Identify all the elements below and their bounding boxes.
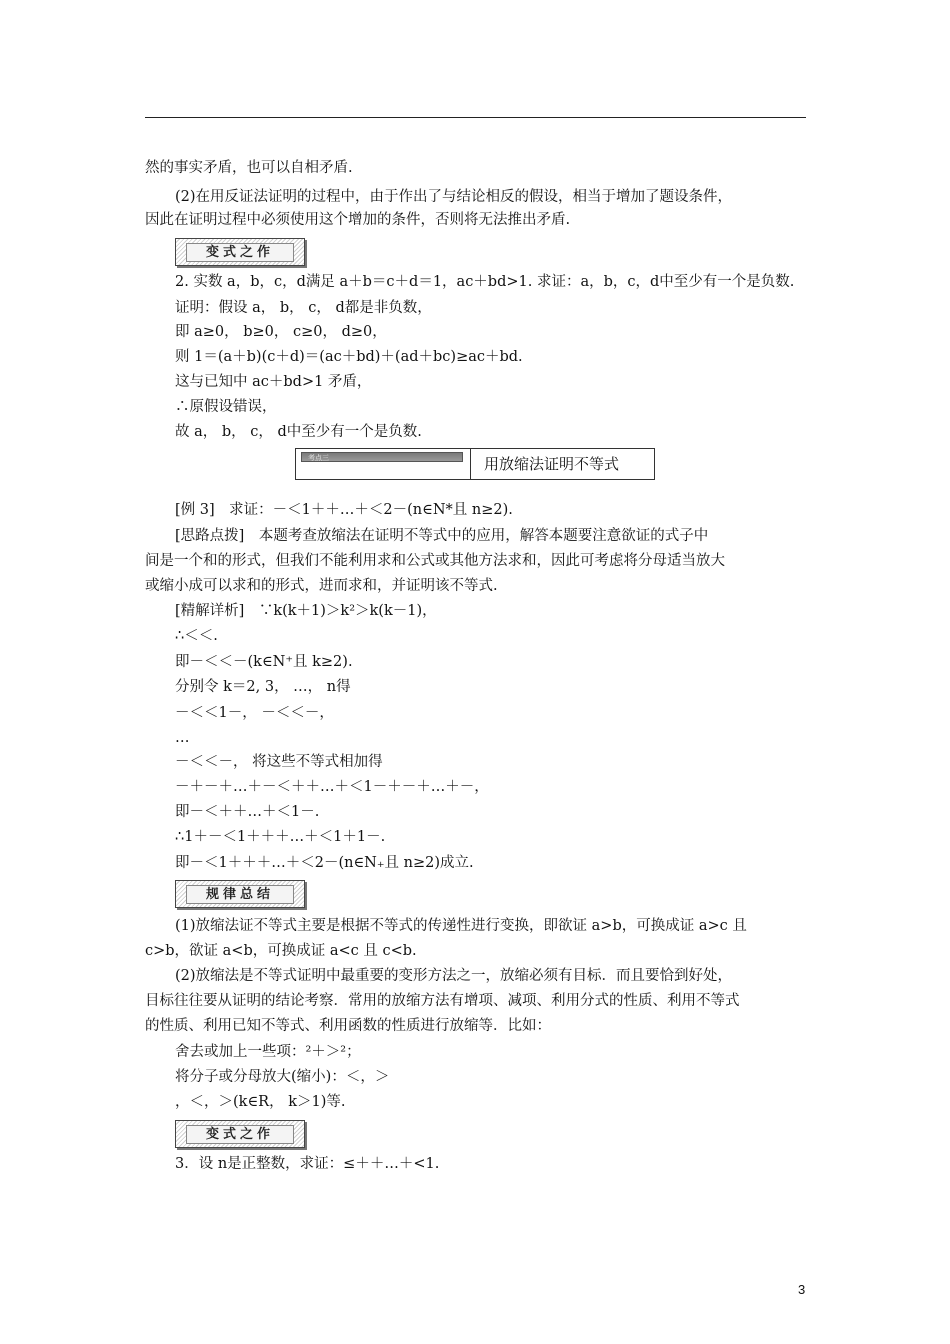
text-line: …	[175, 730, 190, 746]
header-rule	[145, 117, 806, 118]
topic-tag: 考点三	[301, 452, 463, 462]
banner-label: 变式之作	[186, 1125, 294, 1144]
text-line: 即 a≥0， b≥0， c≥0， d≥0，	[175, 324, 387, 340]
text-line: 然的事实矛盾，也可以自相矛盾.	[145, 160, 353, 176]
text-line: 分别令 k＝2, 3， …， n得	[175, 679, 351, 695]
text-line: ，＜，＞(k∈R， k＞1)等.	[175, 1094, 346, 1110]
text-line: 即－＜＜－(k∈N⁺且 k≥2).	[175, 654, 353, 670]
text-line: 或缩小成可以求和的形式，进而求和，并证明该不等式.	[145, 578, 498, 594]
text-line: [思路点拨] 本题考查放缩法在证明不等式中的应用，解答本题要注意欲证的式子中	[175, 528, 709, 544]
text-line: ∴原假设错误，	[175, 399, 277, 415]
text-line: 目标往往要从证明的结论考察．常用的放缩方法有增项、减项、利用分式的性质、利用不等式	[145, 993, 740, 1009]
text-line: c>b，欲证 a<b，可换成证 a<c 且 c<b.	[145, 943, 417, 959]
variation-banner	[175, 238, 305, 266]
text-line: 舍去或加上一些项：²＋＞²；	[175, 1044, 361, 1060]
text-line: 即－＜＋＋…＋＜1－.	[175, 804, 320, 820]
example-3: [例 3] 求证：－＜1＋＋…＋＜2－(n∈N*且 n≥2).	[175, 502, 513, 518]
text-line: 即－＜1＋＋＋…＋＜2－(n∈N₊且 n≥2)成立.	[175, 855, 474, 871]
text-line: (2)放缩法是不等式证明中最重要的变形方法之一，放缩必须有目标．而且要恰到好处，	[175, 968, 733, 984]
text-line: 则 1＝(a＋b)(c＋d)＝(ac＋bd)＋(ad＋bc)≥ac＋bd.	[175, 349, 523, 365]
topic-box	[295, 448, 655, 480]
summary-banner	[175, 880, 305, 908]
text-line: －＜＜1－， －＜＜－，	[175, 705, 334, 721]
topic-title: 用放缩法证明不等式	[484, 455, 620, 473]
exercise-2: 2. 实数 a，b，c，d满足 a＋b＝c＋d＝1，ac＋bd>1. 求证：a，b，c，d中至少有一个是负数.	[175, 274, 795, 290]
text-line: [精解详析] ∵k(k＋1)＞k²＞k(k－1)，	[175, 603, 437, 619]
text-line: 证明：假设 a， b， c， d都是非负数，	[175, 300, 432, 316]
text-line: －＋－＋…＋－＜＋＋…＋＜1－＋－＋…＋－，	[175, 779, 489, 795]
text-line: 故 a， b， c， d中至少有一个是负数.	[175, 424, 422, 440]
banner-label: 规律总结	[186, 885, 294, 904]
text-line: －＜＜－， 将这些不等式相加得	[175, 754, 383, 770]
banner-label: 变式之作	[186, 243, 294, 262]
text-line: (1)放缩法证不等式主要是根据不等式的传递性进行变换，即欲证 a>b，可换成证 a>c 且	[175, 918, 747, 934]
topic-divider	[470, 449, 471, 479]
text-line: 因此在证明过程中必须使用这个增加的条件，否则将无法推出矛盾.	[145, 212, 571, 228]
text-line: 间是一个和的形式，但我们不能利用求和公式或其他方法求和，因此可考虑将分母适当放大	[145, 553, 725, 569]
text-line: ∴＜＜.	[175, 628, 218, 644]
page-number: 3	[798, 1282, 806, 1297]
text-line: (2)在用反证法证明的过程中，由于作出了与结论相反的假设，相当于增加了题设条件，	[175, 189, 733, 205]
text-line: 这与已知中 ac＋bd>1 矛盾，	[175, 374, 372, 390]
text-line: 的性质、利用已知不等式、利用函数的性质进行放缩等．比如：	[145, 1018, 551, 1034]
exercise-3: 3．设 n是正整数，求证：≤＋＋…＋<1.	[175, 1156, 440, 1172]
text-line: 将分子或分母放大(缩小)：＜，＞	[175, 1069, 390, 1085]
variation-banner	[175, 1120, 305, 1148]
text-line: ∴1＋－＜1＋＋＋…＋＜1＋1－.	[175, 829, 386, 845]
